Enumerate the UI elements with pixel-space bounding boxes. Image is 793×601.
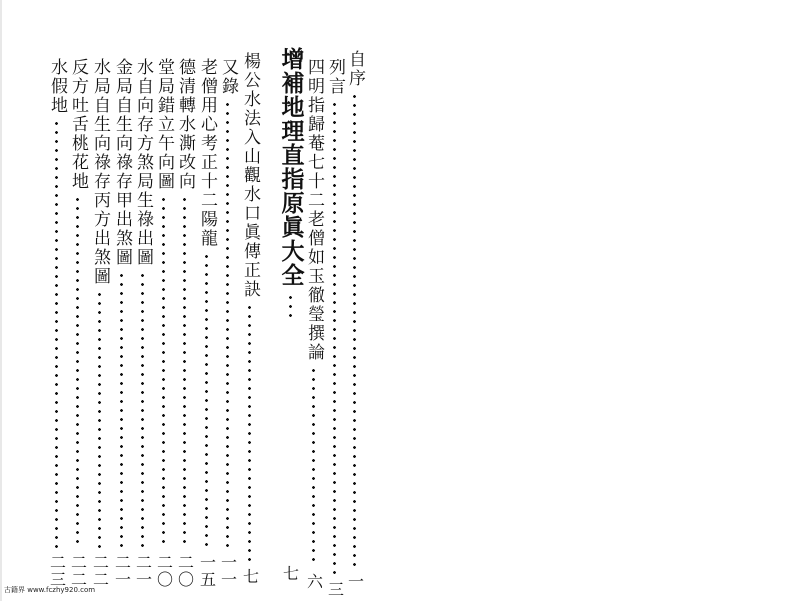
toc-entry-text: 水局自生向祿存丙方出煞圖 xyxy=(90,58,110,286)
toc-entry-page: 三 xyxy=(325,581,345,598)
toc-entry-text: 德清轉水澌改向 xyxy=(175,58,195,191)
toc-entry-page: 二二 xyxy=(68,554,88,588)
book-title: 增補地理直指原眞大全 xyxy=(277,47,304,287)
toc-entry xyxy=(91,58,108,588)
leader-dots xyxy=(120,271,123,548)
toc-entry-text: 反方吐舌桃花地 xyxy=(68,58,88,191)
toc-entry-page: 二〇 xyxy=(175,554,195,588)
toc-entry xyxy=(48,58,65,588)
toc-entry-page: 一五 xyxy=(197,554,217,588)
toc-entry-page: 二二 xyxy=(90,554,110,588)
toc-entry xyxy=(241,52,258,585)
toc-entry xyxy=(176,58,193,588)
book-title-column xyxy=(276,47,304,581)
toc-entry xyxy=(346,50,363,590)
toc-entry-text: 老僧用心考正十二陽龍 xyxy=(197,58,217,248)
leader-dots xyxy=(55,119,58,548)
leader-dots xyxy=(353,92,356,567)
toc-entry xyxy=(113,58,130,588)
toc-entry-page: 七 xyxy=(240,568,260,585)
toc-entry-page: 一 xyxy=(345,573,365,590)
toc-entry-text: 又錄 xyxy=(218,58,238,96)
toc-entry-page: 一一 xyxy=(218,554,238,588)
leader-dots xyxy=(162,195,165,548)
leader-dots xyxy=(76,195,79,548)
watermark-footer: 古籍界 www.fczhy920.com xyxy=(4,586,96,594)
leader-dots xyxy=(312,366,315,567)
toc-entry xyxy=(69,58,86,588)
toc-entry-text: 楊公水法入山觀水口眞傳正訣 xyxy=(240,52,260,299)
toc-entry-page: 二一 xyxy=(112,554,132,588)
toc-entry-page: 二一 xyxy=(133,554,153,588)
leader-dots xyxy=(333,100,336,575)
toc-entry-page: 二三 xyxy=(47,554,67,588)
leader-dots xyxy=(141,271,144,548)
toc-entry xyxy=(326,58,343,598)
toc-entry-page: 六 xyxy=(304,573,324,590)
leader-dots xyxy=(98,290,101,548)
toc-entry-page: 二〇 xyxy=(154,554,174,588)
toc-entry-text: 金局自生向祿存甲出煞圖 xyxy=(112,58,132,267)
toc-entry xyxy=(155,58,172,588)
leader-dots xyxy=(205,252,208,548)
toc-entry-text: 四明指歸菴七十二老僧如玉徹瑩撰論 xyxy=(304,58,324,362)
toc-entry xyxy=(198,58,215,588)
leader-dots xyxy=(183,195,186,548)
toc-entry-text: 列言 xyxy=(325,58,345,96)
leader-dots xyxy=(289,293,292,317)
leader-dots xyxy=(248,303,251,562)
toc-entry-text: 堂局錯立午向圖 xyxy=(154,58,174,191)
toc-entry xyxy=(305,58,322,590)
page-edge xyxy=(0,0,2,601)
toc-entry xyxy=(134,58,151,588)
toc-entry-text: 水自向存方煞局生祿出圖 xyxy=(133,58,153,267)
toc-entry-text: 水假地 xyxy=(47,58,67,115)
leader-dots xyxy=(226,100,229,548)
toc-entry-text: 自序 xyxy=(345,50,365,88)
toc-entry xyxy=(219,58,236,588)
book-title-page: 七 xyxy=(280,565,300,581)
